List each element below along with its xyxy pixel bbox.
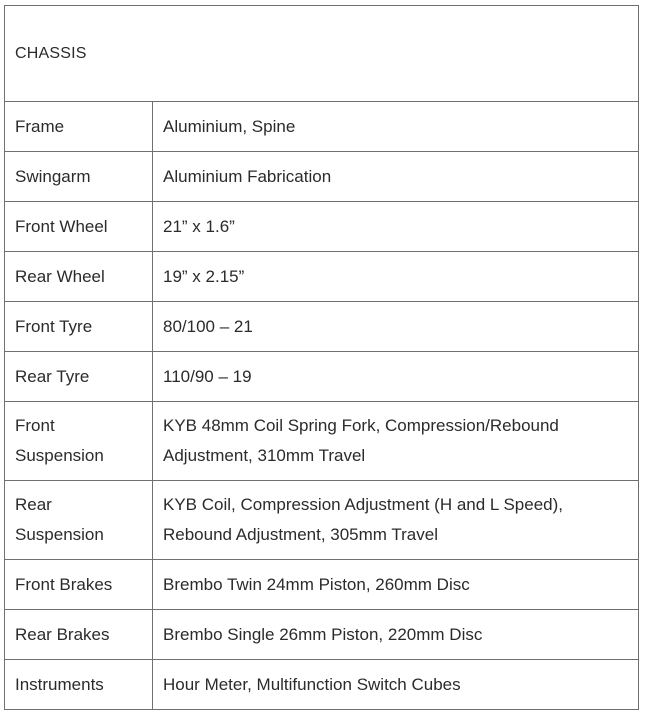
row-label: Front Tyre bbox=[5, 302, 153, 352]
row-label: Frame bbox=[5, 102, 153, 152]
row-label: Front Wheel bbox=[5, 202, 153, 252]
table-row bbox=[5, 352, 639, 402]
row-value: 19” x 2.15” bbox=[153, 252, 639, 302]
row-label: Front Suspension bbox=[5, 402, 153, 481]
row-value: 110/90 – 19 bbox=[153, 352, 639, 402]
table-title: CHASSIS bbox=[5, 6, 639, 102]
table-row bbox=[5, 102, 639, 152]
row-value: Hour Meter, Multifunction Switch Cubes bbox=[153, 660, 639, 710]
row-value: 80/100 – 21 bbox=[153, 302, 639, 352]
table-row bbox=[5, 481, 639, 560]
row-label: Rear Brakes bbox=[5, 610, 153, 660]
table-row bbox=[5, 202, 639, 252]
row-value: 21” x 1.6” bbox=[153, 202, 639, 252]
row-label: Front Brakes bbox=[5, 560, 153, 610]
table-row bbox=[5, 610, 639, 660]
row-value: Brembo Single 26mm Piston, 220mm Disc bbox=[153, 610, 639, 660]
table-row bbox=[5, 660, 639, 710]
row-value: KYB Coil, Compression Adjustment (H and L Speed), Rebound Adjustment, 305mm Travel bbox=[153, 481, 639, 560]
table-row bbox=[5, 252, 639, 302]
row-label: Rear Suspension bbox=[5, 481, 153, 560]
row-value: KYB 48mm Coil Spring Fork, Compression/Rebound Adjustment, 310mm Travel bbox=[153, 402, 639, 481]
row-value: Aluminium, Spine bbox=[153, 102, 639, 152]
table-row bbox=[5, 560, 639, 610]
table-row bbox=[5, 302, 639, 352]
row-label: Rear Wheel bbox=[5, 252, 153, 302]
spec-table bbox=[4, 5, 639, 710]
table-row bbox=[5, 402, 639, 481]
row-value: Brembo Twin 24mm Piston, 260mm Disc bbox=[153, 560, 639, 610]
row-label: Rear Tyre bbox=[5, 352, 153, 402]
row-label: Instruments bbox=[5, 660, 153, 710]
table-row bbox=[5, 152, 639, 202]
table-header-row bbox=[5, 6, 639, 102]
row-label: Swingarm bbox=[5, 152, 153, 202]
row-value: Aluminium Fabrication bbox=[153, 152, 639, 202]
